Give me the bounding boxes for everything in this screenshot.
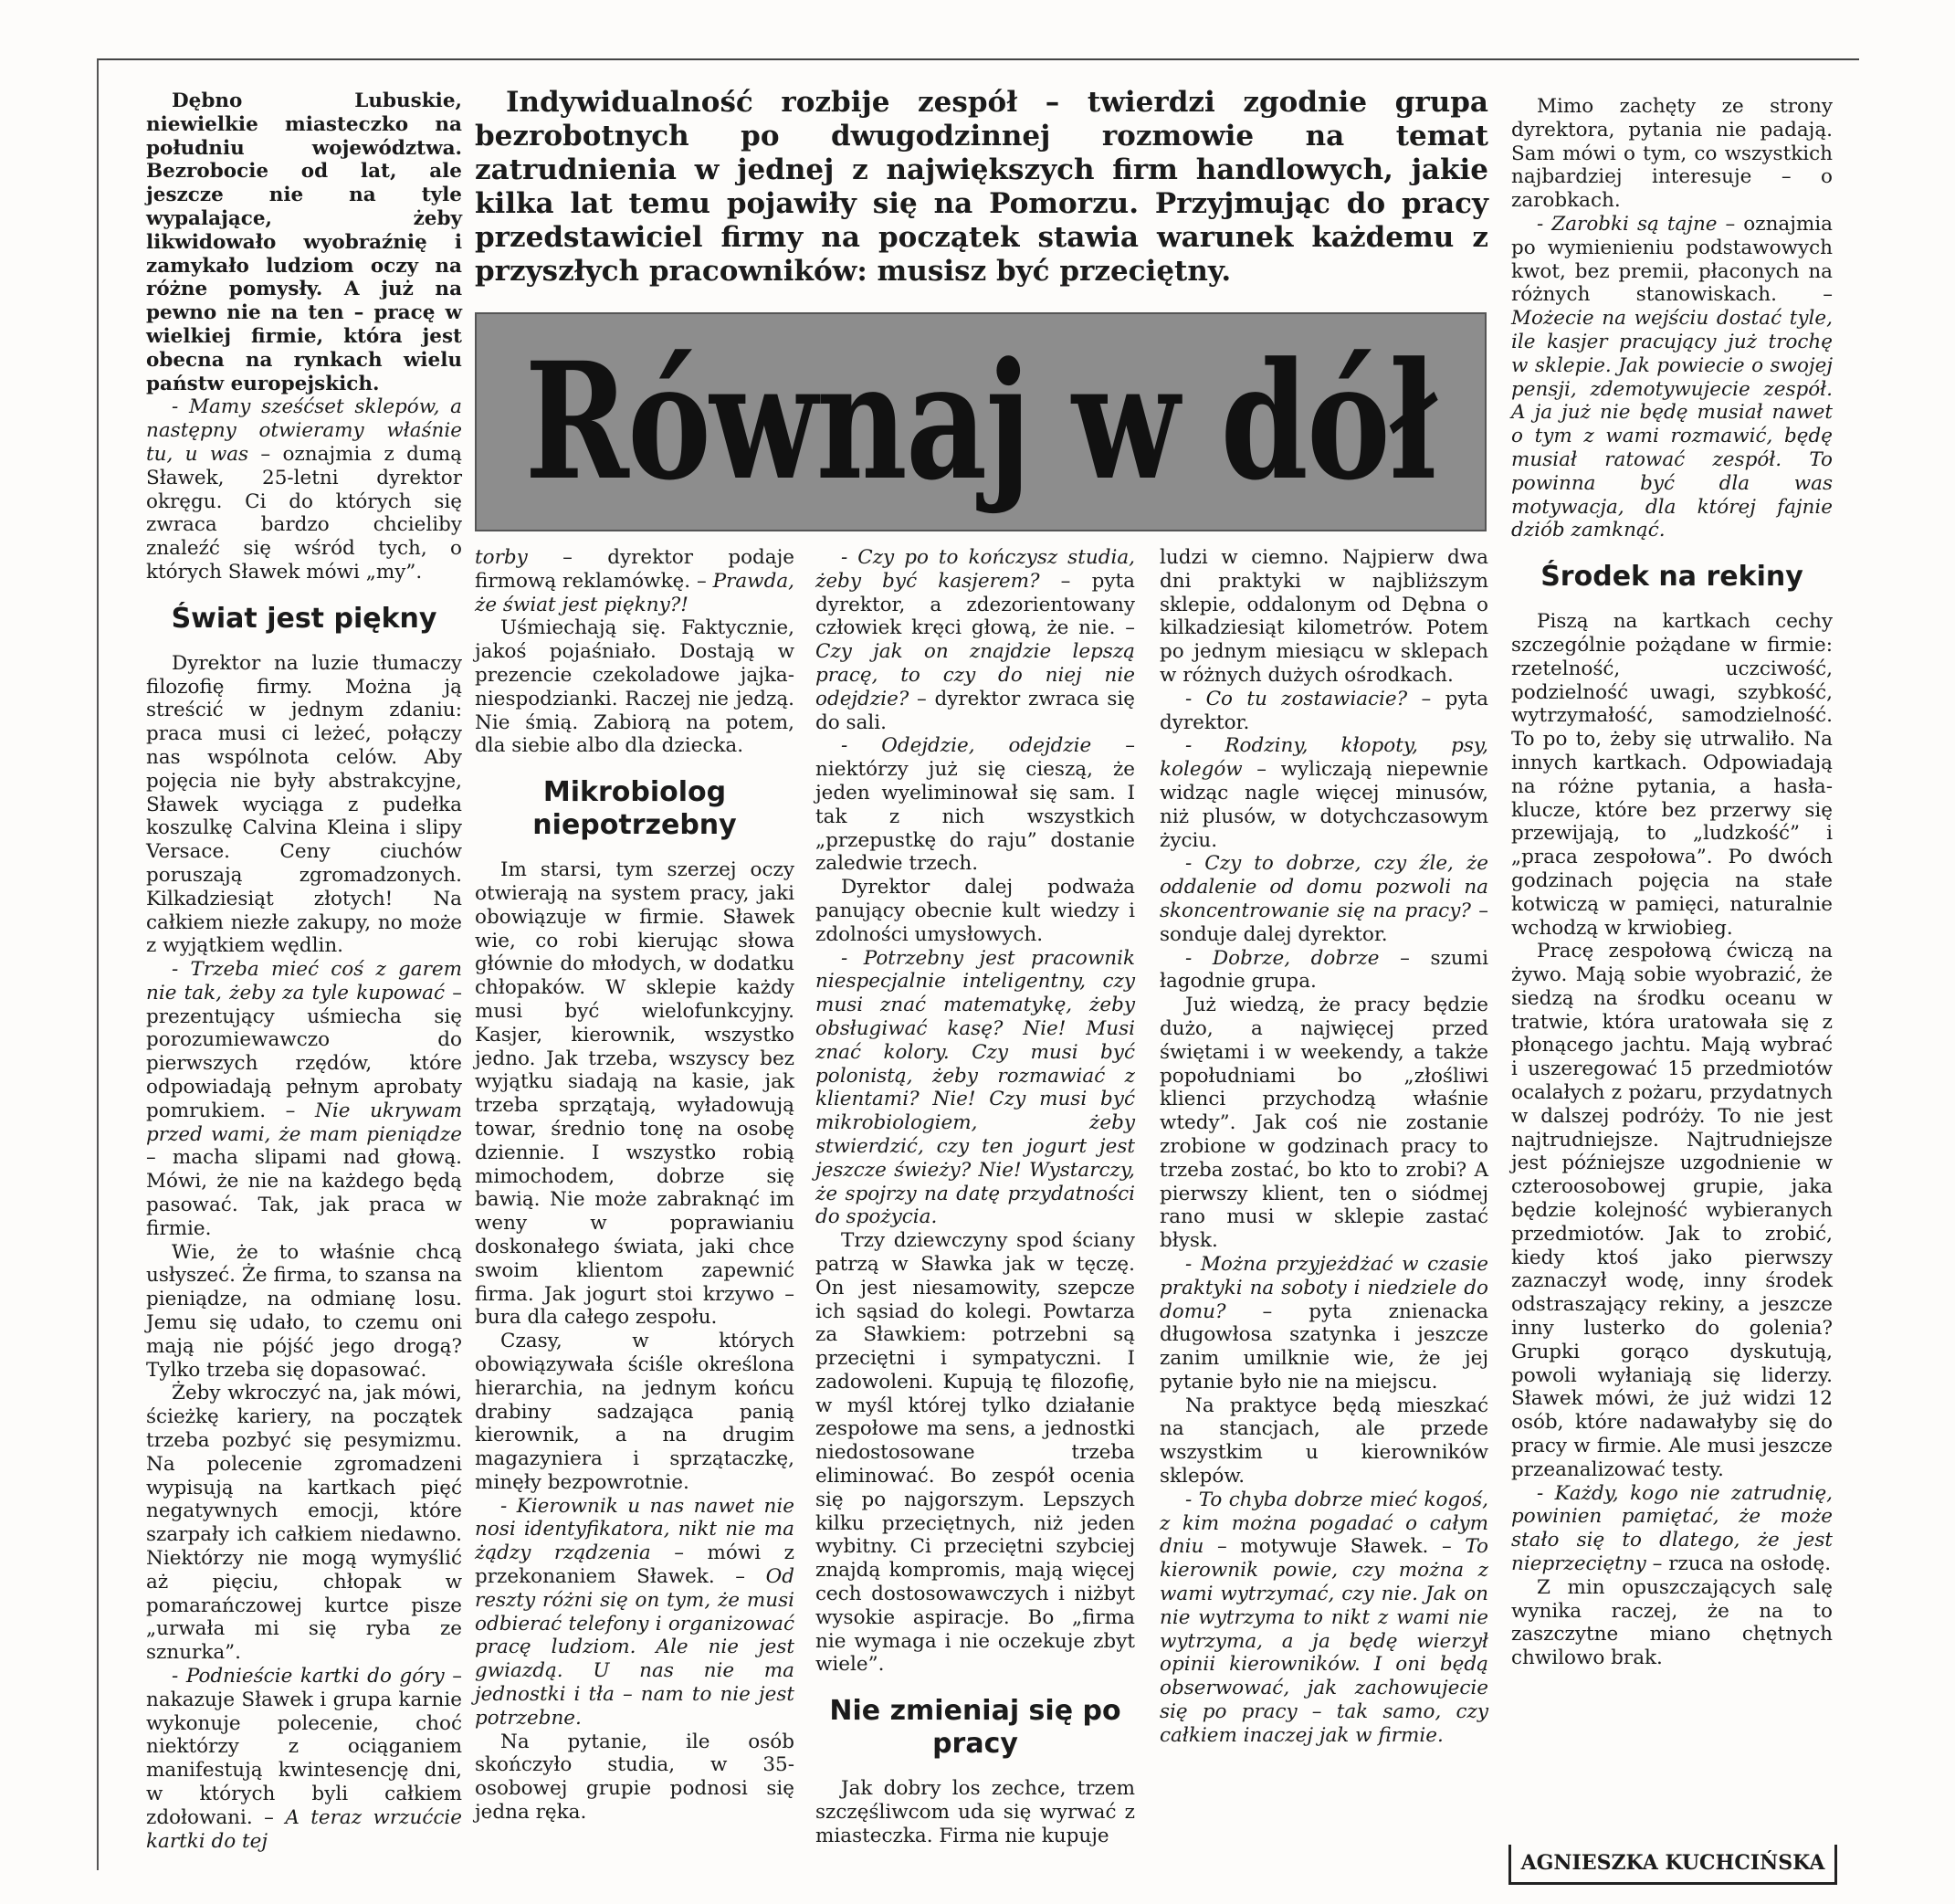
- column-3: [815, 546, 1135, 1848]
- paragraph: Pracę zespołową ćwiczą na żywo. Mają sobie wyobrazić, że siedzą na środku oceanu w tratwie, która uratowała się z płonącego jachtu. Mają wybrać i uszeregować 15 przedmiotów ocalałych z pożaru, przydatnych w dalszej podróży. To nie jest najtrudniejsze. Najtrudniejsze jest późniejsze uzgodnienie w czteroosobowej grupie, jaka będzie kolejność wybieranych przedmiotów. Jak to zrobić, kiedy ktoś jako pierwszy zaznaczył wodę, inny środek odstraszający rekiny, a jeszcze inny lusterko do golenia? Grupki gorąco dyskutują, powoli wyłaniają się liderzy. Sławek mówi, że już widzi 12 osób, które nadawałyby się do pracy w firmie. Ale musi jeszcze przeanalizować testy.: [1511, 940, 1833, 1481]
- column-5: [1511, 95, 1833, 1670]
- paragraph: - Każdy, kogo nie zatrudnię, powinien pamiętać, że może stało się to dlatego, że jest nieprzeciętny – rzuca na osłodę.: [1511, 1481, 1833, 1576]
- paragraph: - To chyba dobrze mieć kogoś, z kim można pogadać o całym dniu – motywuje Sławek. – To kierownik powie, czy można z wami wytrzymać, czy nie. Jak on nie wytrzyma to nikt z wami nie wytrzyma, a ja będę wierzył opinii kierowników. I oni będą obserwować, jak zachowujecie się po pracy – tak samo, czy całkiem inaczej jak w firmie.: [1160, 1488, 1489, 1747]
- column-2: [475, 546, 794, 1825]
- paragraph: Im starsi, tym szerzej oczy otwierają na system pracy, jaki obowiązuje w firmie. Sławek wie, co robi kierując słowa głównie do młodych, w dodatku chłopaków. W sklepie każdy musi być wielofunkcyjny. Kasjer, kierownik, wszystko jedno. Jak trzeba, wszyscy bez wyjątku siadają na kasie, jak trzeba sprzątają, wyładowują towar, średnio tonę na osobę dziennie. I wszystko robią mimochodem, dobrze się bawią. Nie może zabraknąć im weny w poprawianiu doskonałego świata, jaki chce swoim klientom zapewnić firma. Jak jogurt stoi krzywo – bura dla całego zespołu.: [475, 858, 794, 1330]
- lead-paragraph: Dębno Lubuskie, niewielkie miasteczko na południu województwa. Bezrobocie od lat, ale jeszcze nie na tyle wypalające, żeby likwidowało wyobraźnię i zamykało ludziom oczy na różne pomysły. A już na pewno nie na ten – pracę w wielkiej firmie, która jest obecna na rynkach wielu państw europejskich.: [146, 89, 462, 395]
- paragraph: torby – dyrektor podaje firmową reklamówkę. – Prawda, że świat jest piękny?!: [475, 546, 794, 616]
- headline-box: [475, 312, 1487, 531]
- paragraph: - Można przyjeżdżać w czasie praktyki na soboty i niedziele do domu? – pyta znienacka długowłosa szatynka i jeszcze zanim umilknie wie, że jej pytanie było nie na miejscu.: [1160, 1252, 1488, 1394]
- headline: Równaj w dół: [525, 327, 1436, 516]
- subheading: Nie zmieniaj się po pracy: [829, 1695, 1121, 1761]
- paragraph: - Zarobki są tajne – oznajmia po wymienieniu podstawowych kwot, bez premii, płaconych na różnych stanowiskach. – Możecie na wejściu dostać tyle, ile kasjer pracujący już trochę w sklepie. Jak powiecie o swojej pensji, zdemotywujecie zespół. A ja już nie będę musiał nawet o tym z wami rozmawić, będę musiał ratować zespół. To powinna być dla was motywacja, dla której fajnie dziób zamknąć.: [1511, 212, 1833, 542]
- intro-deck: [475, 86, 1488, 289]
- paragraph: - Potrzebny jest pracownik niespecjalnie inteligentny, czy musi znać matematykę, żeby obsługiwać kasę? Nie! Musi znać kolory. Czy musi być polonistą, żeby rozmawiać z klientami? Nie! Czy musi być mikrobiologiem, żeby stwierdzić, czy ten jogurt jest jeszcze świeży? Nie! Wystarczy, że spojrzy na datę przydatności do spożycia.: [815, 946, 1135, 1229]
- paragraph: Na praktyce będą mieszkać na stancjach, ale przede wszystkim u kierowników sklepów.: [1160, 1394, 1488, 1488]
- paragraph: Dyrektor na luzie tłumaczy filozofię firmy. Można ją streścić w jednym zdaniu: praca musi ci leżeć, połączy nas wspólnota celów. Aby pojęcia nie były abstrakcyjne, Sławek wyciąga z pudełka koszulkę Calvina Kleina i slipy Versace. Ceny ciuchów poruszają zgromadzonych. Kilkadziesiąt złotych! Na całkiem niezłe zakupy, no może z wyjątkiem wędlin.: [146, 651, 462, 958]
- column-1: [146, 89, 462, 1853]
- paragraph: Trzy dziewczyny spod ściany patrzą w Sławka jak w tęczę. On jest niesamowity, szepcze ich sąsiad do kolegi. Powtarza za Sławkiem: potrzebni są przeciętni i sympatyczni. I zadowoleni. Kupują tę filozofię, w myśl której tylko działanie zespołowe ma sens, a jednostki niedostosowane trzeba eliminować. Bo zespół ocenia się po najgorszym. Lepszych kilku przeciętnych, niż jeden wybitny. Ci przeciętni szybciej znajdą kompromis, mają więcej cech dostosowawczych i niżbyt wysokie aspiracje. Bo „firma nie wymaga i nie oczekuje zbyt wiele”.: [815, 1229, 1135, 1677]
- paragraph: Mimo zachęty ze strony dyrektora, pytania nie padają. Sam mówi o tym, co wszystkich najbardziej interesuje – o zarobkach.: [1511, 95, 1833, 213]
- paragraph: - Czy po to kończysz studia, żeby być kasjerem? – pyta dyrektor, a zdezorientowany człowiek kręci głową, że nie. – Czy jak on znajdzie lepszą pracę, to czy do niej nie odejdzie? – dyrektor zwraca się do sali.: [815, 546, 1135, 734]
- intro-text: Indywidualność rozbije zespół – twierdzi zgodnie grupa bezrobotnych po dwugodzinnej rozmowie na temat zatrudnienia w jednej z największych firm handlowych, jakie kilka lat temu pojawiły się na Pomorzu. Przyjmując do pracy przedstawiciel firmy na początek stawia warunek każdemu z przyszłych pracowników: musisz być przeciętny.: [475, 86, 1488, 288]
- subheading: Środek na rekiny: [1540, 561, 1803, 594]
- paragraph: ludzi w ciemno. Najpierw dwa dni praktyki w najbliższym sklepie, oddalonym od Dębna o kilkadziesiąt kilometrów. Potem po jednym miesiącu w sklepach w różnych dużych ośrodkach.: [1160, 546, 1488, 687]
- paragraph: Wie, że to właśnie chcą usłyszeć. Że firma, to szansa na pieniądze, na odmianę losu. Jemu się udało, to czemu oni mają nie pójść jego drogą? Tylko trzeba się dopasować.: [146, 1240, 462, 1382]
- paragraph: Uśmiechają się. Faktycznie, jakoś pojaśniało. Dostają w prezencie czekoladowe jajka-niespodzianki. Raczej nie jedzą. Nie śmią. Zabiorą na potem, dla siebie albo dla dziecka.: [475, 616, 794, 758]
- paragraph: - Mamy sześćset sklepów, a następny otwieramy właśnie tu, u was – oznajmia z dumą Sławek, 25-letni dyrektor okręgu. Ci do których się zwraca bardzo chcieliby znaleźć się wśród tych, o których Sławek mówi „my”.: [146, 395, 462, 584]
- subheading: Mikrobiolog niepotrzebny: [532, 776, 737, 842]
- subheading: Świat jest piękny: [171, 602, 437, 635]
- paragraph: - Trzeba mieć coś z garem nie tak, żeby za tyle kupować – prezentujący uśmiecha się porozumiewawczo do pierwszych rzędów, które odpowiadają pełnym aprobaty pomrukiem. – Nie ukrywam przed wami, że mam pieniądze – macha slipami nad głową. Mówi, że nie na każdego będą pasować. Tak, jak praca w firmie.: [146, 958, 462, 1240]
- column-4: [1160, 546, 1488, 1748]
- paragraph: Żeby wkroczyć na, jak mówi, ścieżkę kariery, na początek trzeba pozbyć się pesymizmu. Na polecenie zgromadzeni wypisują na kartkach pięć negatywnych emocji, które szarpały ich całkiem niedawno. Niektórzy nie mogą wymyślić aż pięciu, chłopak w pomarańczowej kurtce pisze „urwała mi się ryba ze sznurka”.: [146, 1382, 462, 1665]
- paragraph: - Kierownik u nas nawet nie nosi identyfikatora, nikt nie ma żądzy rządzenia – mówi z przekonaniem Sławek. – Od reszty różni się on tym, że musi odbierać telefony i organizować pracę ludziom. Ale nie jest gwiazdą. U nas nie ma jednostki i tła – nam to nie jest potrzebne.: [475, 1494, 794, 1730]
- paragraph: Na pytanie, ile osób skończyło studia, w 35-osobowej grupie podnosi się jedna ręka.: [475, 1730, 794, 1825]
- paragraph: Piszą na kartkach cechy szczególnie pożądane w firmie: rzetelność, uczciwość, podzielność uwagi, szybkość, wytrzymałość, samodzielność. To po to, żeby się utrwaliło. Na innych kartkach. Odpowiadają na różne pytania, a hasła-klucze, które bez przerwy się przewijają, to „ludzkość” i „praca zespołowa”. Po dwóch godzinach pojęcia na stałe kotwiczą w pamięci, naturalnie wchodzą w krwiobieg.: [1511, 610, 1833, 940]
- paragraph: Czasy, w których obowiązywała ściśle określona hierarchia, na jednym końcu drabiny sadzająca panią kierownik, a na drugim magazyniera i sprzątaczkę, minęły bezpowrotnie.: [475, 1330, 794, 1494]
- paragraph: - Czy to dobrze, czy źle, że oddalenie od domu pozwoli na skoncentrowanie się na pracy? – sonduje dalej dyrektor.: [1160, 852, 1488, 946]
- paragraph: Dyrektor dalej podważa panujący obecnie kult wiedzy i zdolności umysłowych.: [815, 876, 1135, 946]
- paragraph: Już wiedzą, że pracy będzie dużo, a najwięcej przed świętami i w weekendy, a także popołudniami bo „złośliwi klienci przychodzą właśnie wtedy”. Jak coś nie zostanie zrobione w godzinach pracy to trzeba zostać, bo kto to zrobi? A pierwszy klient, ten o siódmej rano musi w sklepie zastać błysk.: [1160, 994, 1488, 1253]
- paragraph: - Podnieście kartki do góry – nakazuje Sławek i grupa karnie wykonuje polecenie, choć niektórzy z ociąganiem manifestują kwintesencję dni, w których byli całkiem zdołowani. – A teraz wrzućcie kartki do tej: [146, 1665, 463, 1853]
- paragraph: - Rodziny, kłopoty, psy, kolegów – wyliczają niepewnie widząc nagle więcej minusów, niż plusów, w dotychczasowym życiu.: [1160, 734, 1488, 852]
- paragraph: Jak dobry los zechce, trzem szczęśliwcom uda się wyrwać z miasteczka. Firma nie kupuje: [815, 1777, 1135, 1847]
- paragraph: - Odejdzie, odejdzie – niektórzy już się cieszą, że jeden wyeliminował się sam. I tak z nich wszystkich „przepustkę do raju” dostanie zaledwie trzech.: [815, 734, 1135, 876]
- paragraph: - Co tu zostawiacie? – pyta dyrektor.: [1160, 687, 1488, 734]
- author-byline: AGNIESZKA KUCHCIŃSKA: [1508, 1845, 1837, 1885]
- paragraph: Z min opuszczających salę wynika raczej, że na to zaszczytne miano chętnych chwilowo brak.: [1511, 1575, 1833, 1670]
- paragraph: - Dobrze, dobrze – szumi łagodnie grupa.: [1160, 946, 1489, 994]
